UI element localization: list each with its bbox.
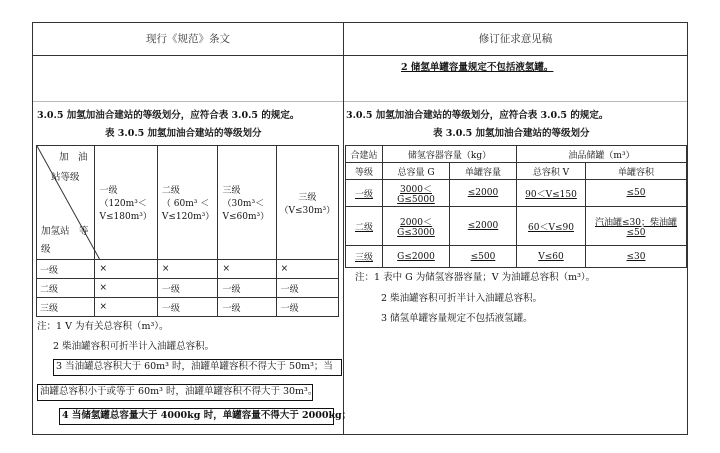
table-row: 一级 3000＜G≤5000 ≤2000 90＜V≤150 ≤50 — [346, 180, 687, 207]
corner-h2-label: 加氢站 等 — [41, 226, 89, 237]
corner-grade-label: 站等级 — [51, 172, 80, 183]
col-header-4: 三级 （V≤30m³） — [276, 146, 338, 260]
table-row: 三级 G≤2000 ≤500 V≤60 ≤30 — [346, 246, 687, 268]
left-note-3b-box — [37, 384, 318, 401]
right-clause: 3.0.5 加氢加油合建站的等级划分，应符合表 3.0.5 的规定。 — [346, 110, 609, 121]
sub-header-single-vol: 单罐容积 — [586, 163, 687, 180]
station-header: 合建站 — [346, 146, 383, 163]
left-column-title: 现行《规范》条文 — [146, 33, 230, 45]
right-table-title: 表 3.0.5 加氢加油合建站的等级划分 — [433, 128, 590, 139]
table-row: 一级 × × × × — [37, 260, 339, 279]
left-note-4-box — [59, 408, 352, 425]
right-note-2: 2 柴油罐容积可折半计入油罐总容积。 — [381, 293, 543, 304]
comparison-table — [32, 22, 688, 435]
column-divider — [343, 23, 344, 434]
right-top-note: 2 储氢单罐容量规定不包括液氢罐。 — [401, 62, 554, 73]
right-note-1: 注：1 表中 G 为储氢容器容量；V 为油罐总容积（m³）。 — [355, 272, 596, 283]
left-note-4: 4 当储氢罐总容量大于 4000kg 时，单罐容量不得大于 2000kg； — [62, 410, 352, 421]
left-note-3-box — [53, 359, 342, 376]
section-divider — [33, 101, 687, 102]
oil-tank-header: 油品储罐（m³） — [517, 146, 687, 163]
h2-capacity-header: 储氢容器容量（kg） — [383, 146, 517, 163]
col-header-3: 三级 （30m³＜ V≤60m³） — [218, 146, 276, 260]
right-note-3: 3 储氢单罐容量规定不包括液氢罐。 — [381, 313, 533, 324]
corner-grade-label-2: 级 — [41, 244, 51, 255]
col-header-1: 一级 （120m³＜ V≤180m³） — [95, 146, 157, 260]
grade-header: 等级 — [346, 163, 383, 180]
left-table-title: 表 3.0.5 加氢加油合建站的等级划分 — [105, 128, 262, 139]
header-divider — [33, 55, 687, 56]
table-row: 二级 × 一级 一级 一级 — [37, 279, 339, 298]
corner-cell — [37, 146, 95, 260]
left-note-3: 3 当油罐总容积大于 60m³ 时，油罐单罐容积不得大于 50m³；当 — [56, 361, 333, 372]
col-header-2: 二级 （ 60m³ ＜ V≤120m³） — [157, 146, 218, 260]
table-row: 二级 2000＜G≤3000 ≤2000 60＜V≤90 汽油罐≤30；柴油罐 ≤50 — [346, 207, 687, 246]
left-note-3b: 油罐总容积小于或等于 60m³ 时，油罐单罐容积不得大于 30m³。 — [40, 386, 318, 397]
sub-header-total-g: 总容量 G — [383, 163, 450, 180]
sub-header-single-cap: 单罐容量 — [450, 163, 517, 180]
left-note-2: 2 柴油罐容积可折半计入油罐总容积。 — [53, 341, 215, 352]
corner-oil-label: 加 油 — [59, 152, 88, 163]
left-grade-table — [36, 145, 339, 317]
right-column-title: 修订征求意见稿 — [478, 33, 553, 45]
table-row: 三级 × 一级 一级 一级 — [37, 298, 339, 317]
sub-header-total-v: 总容积 V — [517, 163, 586, 180]
left-clause: 3.0.5 加氢加油合建站的等级划分，应符合表 3.0.5 的规定。 — [37, 110, 300, 121]
left-note-1: 注：1 V 为有关总容积（m³）。 — [37, 321, 169, 332]
right-grade-table — [345, 145, 687, 268]
